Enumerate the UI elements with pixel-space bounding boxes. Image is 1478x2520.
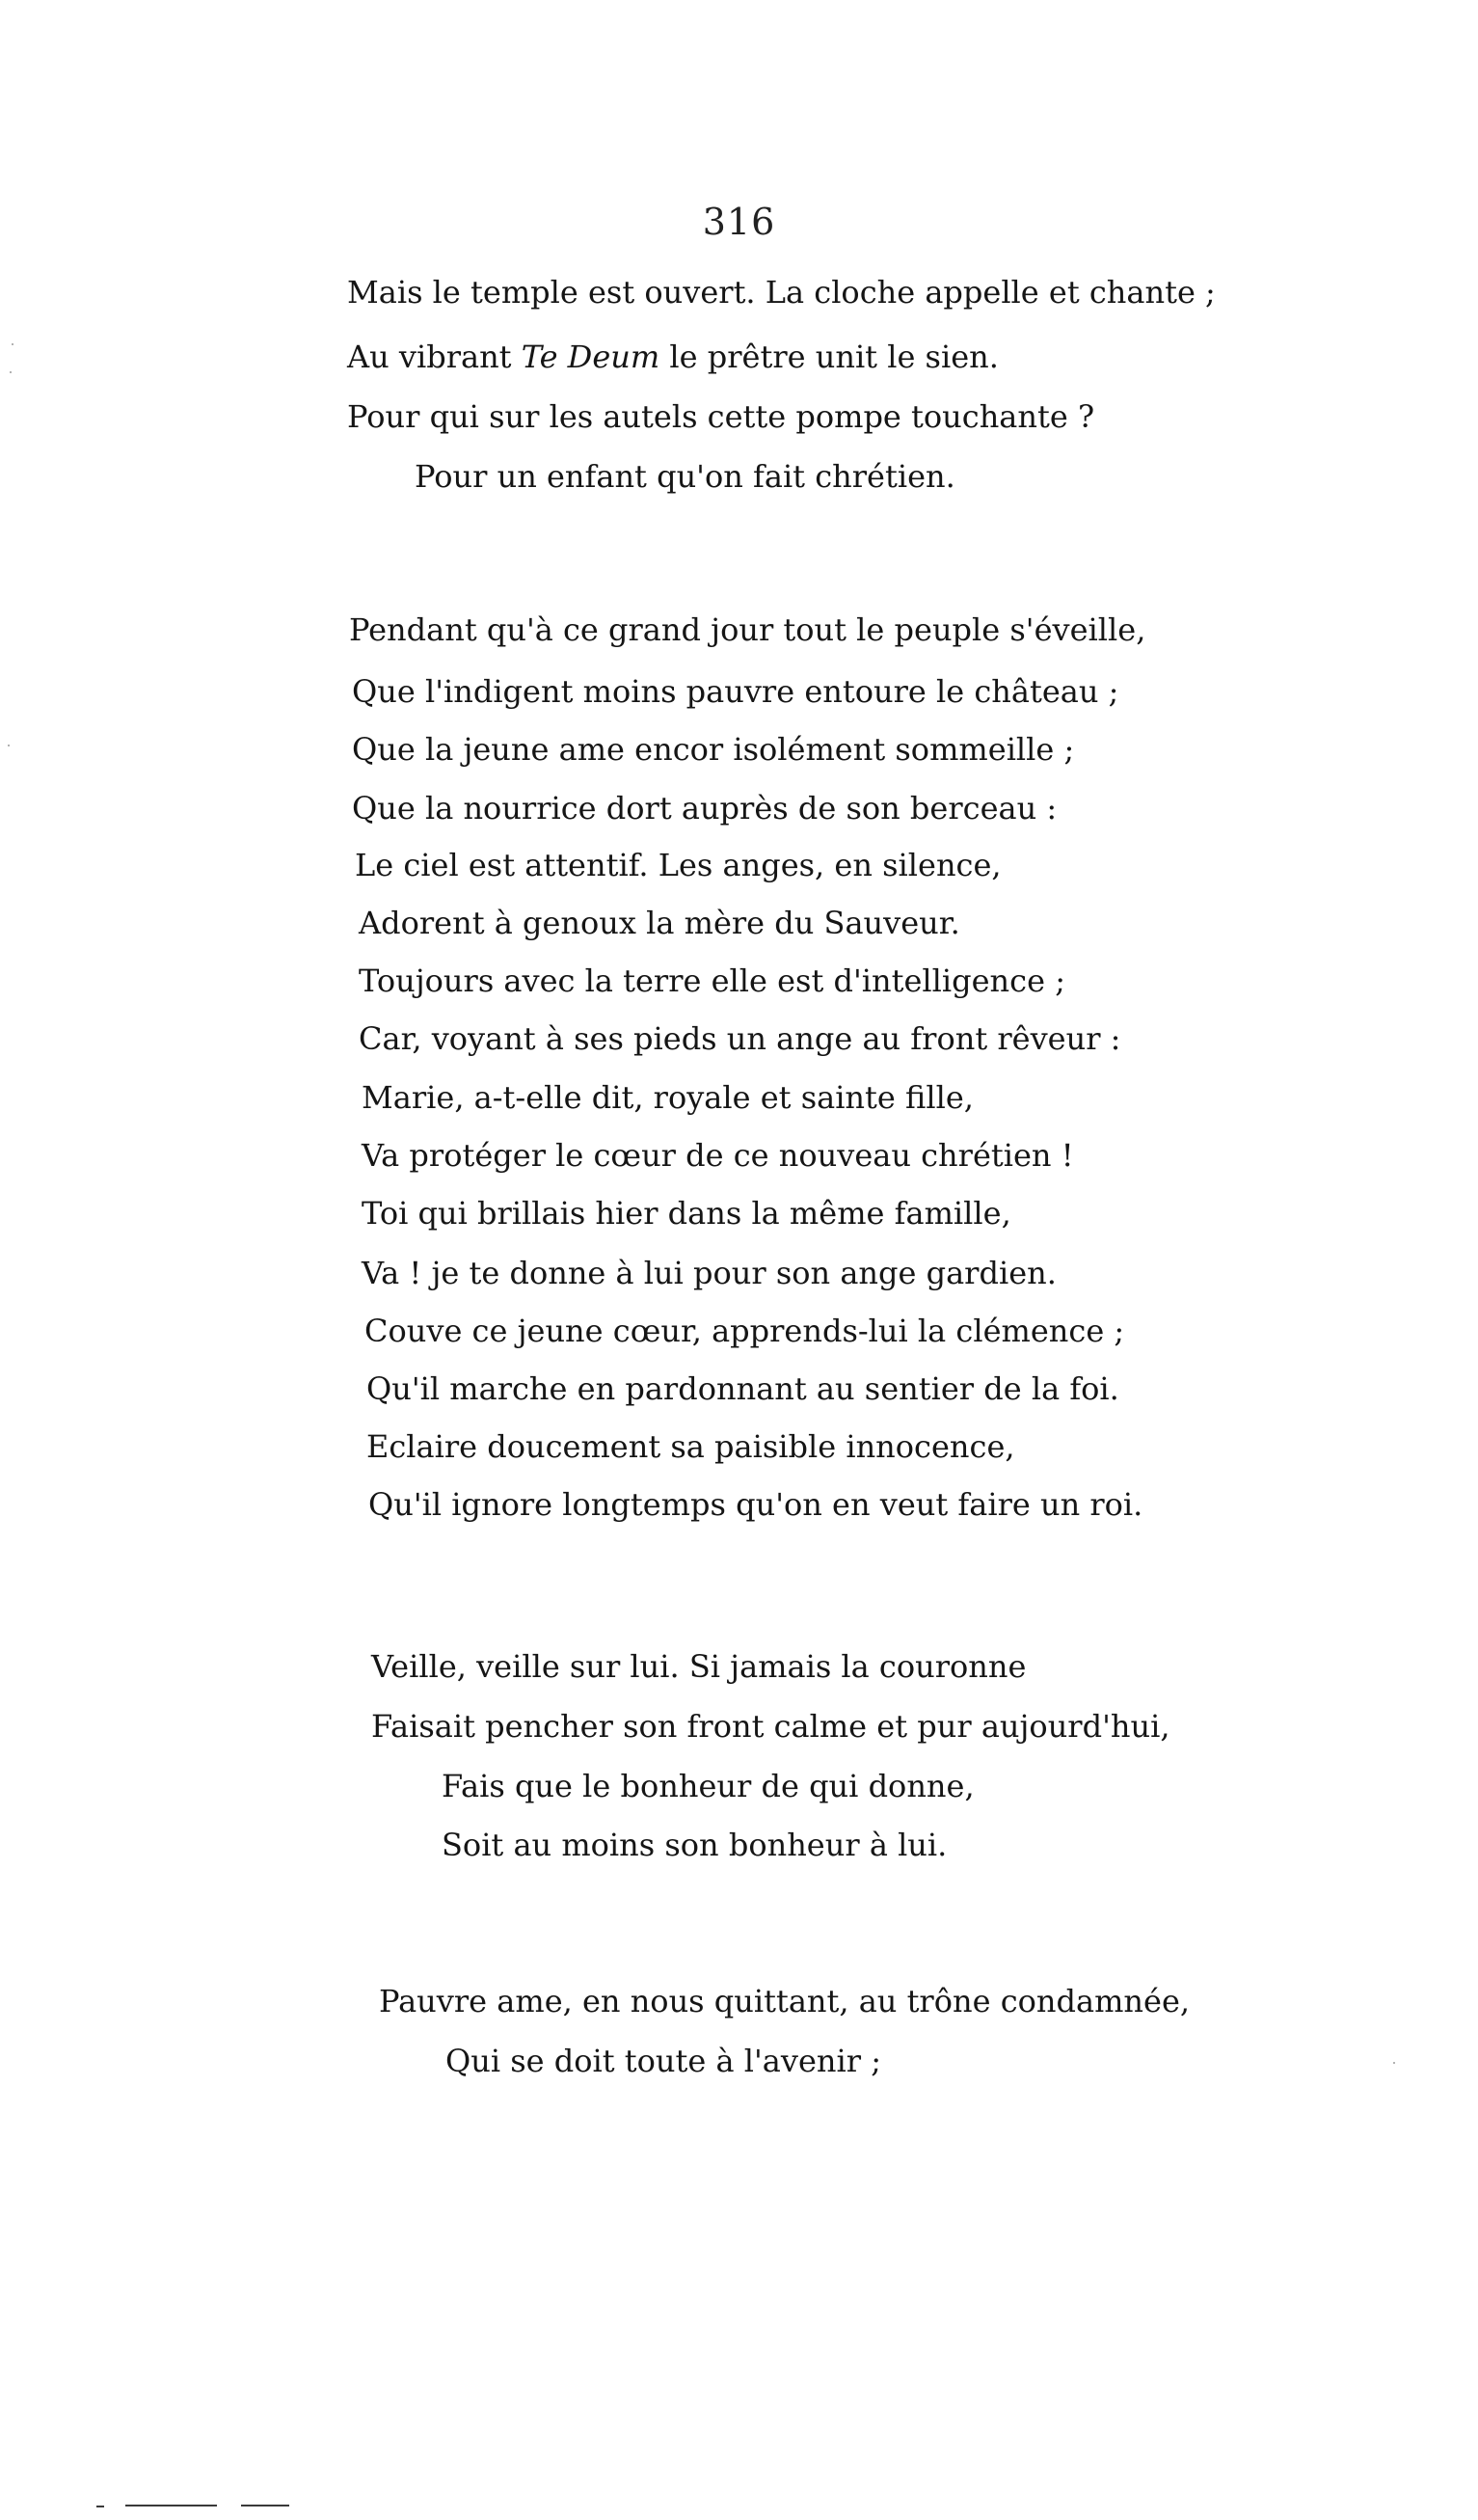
scan-edge-mark [241, 2505, 289, 2506]
scan-speck [10, 371, 12, 373]
verse-text: Au vibrant [347, 339, 522, 375]
scan-edge-mark [125, 2505, 217, 2506]
verse-line: Toujours avec la terre elle est d'intelligence ; [359, 962, 1065, 999]
scan-speck [8, 745, 10, 746]
verse-line: Le ciel est attentif. Les anges, en silence, [355, 847, 1002, 883]
verse-line: Car, voyant à ses pieds un ange au front rêveur : [359, 1020, 1121, 1057]
verse-line: Fais que le bonheur de qui donne, [442, 1768, 975, 1804]
verse-line: Va protéger le cœur de ce nouveau chrétien ! [362, 1137, 1074, 1174]
scan-speck [1393, 2062, 1395, 2064]
verse-line: Qu'il ignore longtemps qu'on en veut faire un roi. [368, 1486, 1143, 1523]
verse-line: Qui se doit toute à l'avenir ; [445, 2043, 881, 2079]
verse-line: Que la jeune ame encor isolément sommeille ; [352, 731, 1075, 768]
verse-line: Que la nourrice dort auprès de son berceau : [352, 790, 1058, 826]
verse-line: Mais le temple est ouvert. La cloche appelle et chante ; [347, 274, 1216, 311]
verse-line: Eclaire doucement sa paisible innocence, [366, 1428, 1015, 1465]
verse-line: Que l'indigent moins pauvre entoure le château ; [352, 673, 1119, 710]
verse-text: le prêtre unit le sien. [659, 339, 999, 375]
page-number: 316 [702, 201, 776, 243]
verse-line: Pour qui sur les autels cette pompe touchante ? [347, 398, 1095, 435]
verse-line: Couve ce jeune cœur, apprends-lui la clémence ; [364, 1313, 1125, 1349]
verse-line: Toi qui brillais hier dans la même famille, [362, 1195, 1011, 1232]
scan-speck [12, 343, 13, 345]
verse-line: Va ! je te donne à lui pour son ange gardien. [362, 1255, 1057, 1291]
verse-line: Faisait pencher son front calme et pur aujourd'hui, [371, 1708, 1170, 1745]
verse-line: Soit au moins son bonheur à lui. [442, 1827, 948, 1863]
verse-line: Pauvre ame, en nous quittant, au trône condamnée, [379, 1983, 1191, 2019]
verse-line: Qu'il marche en pardonnant au sentier de la foi. [366, 1370, 1119, 1407]
verse-line: Pour un enfant qu'on fait chrétien. [415, 458, 955, 495]
verse-line: Adorent à genoux la mère du Sauveur. [359, 905, 960, 941]
verse-line: Pendant qu'à ce grand jour tout le peuple s'éveille, [349, 611, 1146, 648]
verse-italic-text: Te Deum [521, 339, 660, 375]
verse-line: Veille, veille sur lui. Si jamais la couronne [371, 1648, 1027, 1685]
verse-line [347, 338, 999, 376]
scan-edge-mark [96, 2506, 104, 2507]
verse-line: Marie, a-t-elle dit, royale et sainte fille, [362, 1079, 974, 1116]
